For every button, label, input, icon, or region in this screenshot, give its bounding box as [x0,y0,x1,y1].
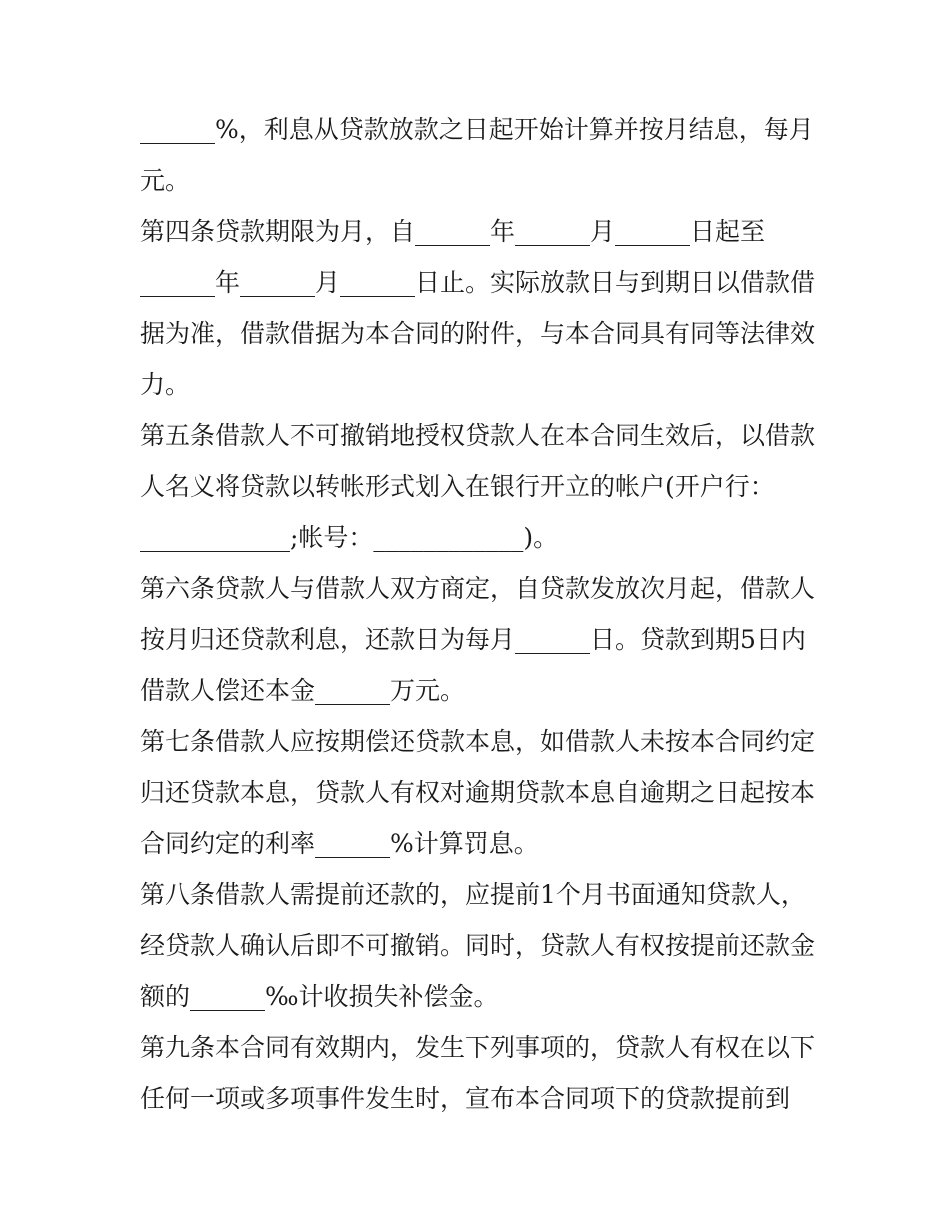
text-line-4: ______年______月______日止。实际放款日与到期日以借款借 [140,268,816,297]
contract-text [140,104,820,1124]
text-line-20: 任何一项或多项事件发生时，宣布本合同项下的贷款提前到 [140,1084,791,1113]
text-line-10: 第六条贷款人与借款人双方商定，自贷款发放次月起，借款人 [140,574,816,603]
text-line-15: 合同约定的利率______%计算罚息。 [140,829,539,858]
text-line-5: 据为准，借款借据为本合同的附件，与本合同具有同等法律效 [140,319,816,348]
text-line-16: 第八条借款人需提前还款的，应提前1个月书面通知贷款人， [140,880,806,909]
text-line-8: 人名义将贷款以转帐形式划入在银行开立的帐户(开户行： [140,472,775,501]
text-line-6: 力。 [140,370,191,399]
text-line-11: 按月归还贷款利息，还款日为每月______日。贷款到期5日内 [140,625,806,654]
text-line-18: 额的______‰计收损失补偿金。 [140,982,499,1011]
text-line-17: 经贷款人确认后即不可撤销。同时，贷款人有权按提前还款金 [140,931,816,960]
text-line-3: 第四条贷款期限为月，自______年______月______日起至 [140,217,766,246]
text-line-9: ____________;帐号：____________)。 [140,523,559,552]
text-line-14: 归还贷款本息，贷款人有权对逾期贷款本息自逾期之日起按本 [140,778,816,807]
text-line-12: 借款人偿还本金______万元。 [140,676,466,705]
text-line-13: 第七条借款人应按期偿还贷款本息，如借款人未按本合同约定 [140,727,816,756]
text-line-1: ______%，利息从贷款放款之日起开始计算并按月结息，每月 [140,115,814,144]
text-line-7: 第五条借款人不可撤销地授权贷款人在本合同生效后，以借款 [140,421,816,450]
text-line-19: 第九条本合同有效期内，发生下列事项的，贷款人有权在以下 [140,1033,816,1062]
text-line-2: 元。 [140,166,191,195]
